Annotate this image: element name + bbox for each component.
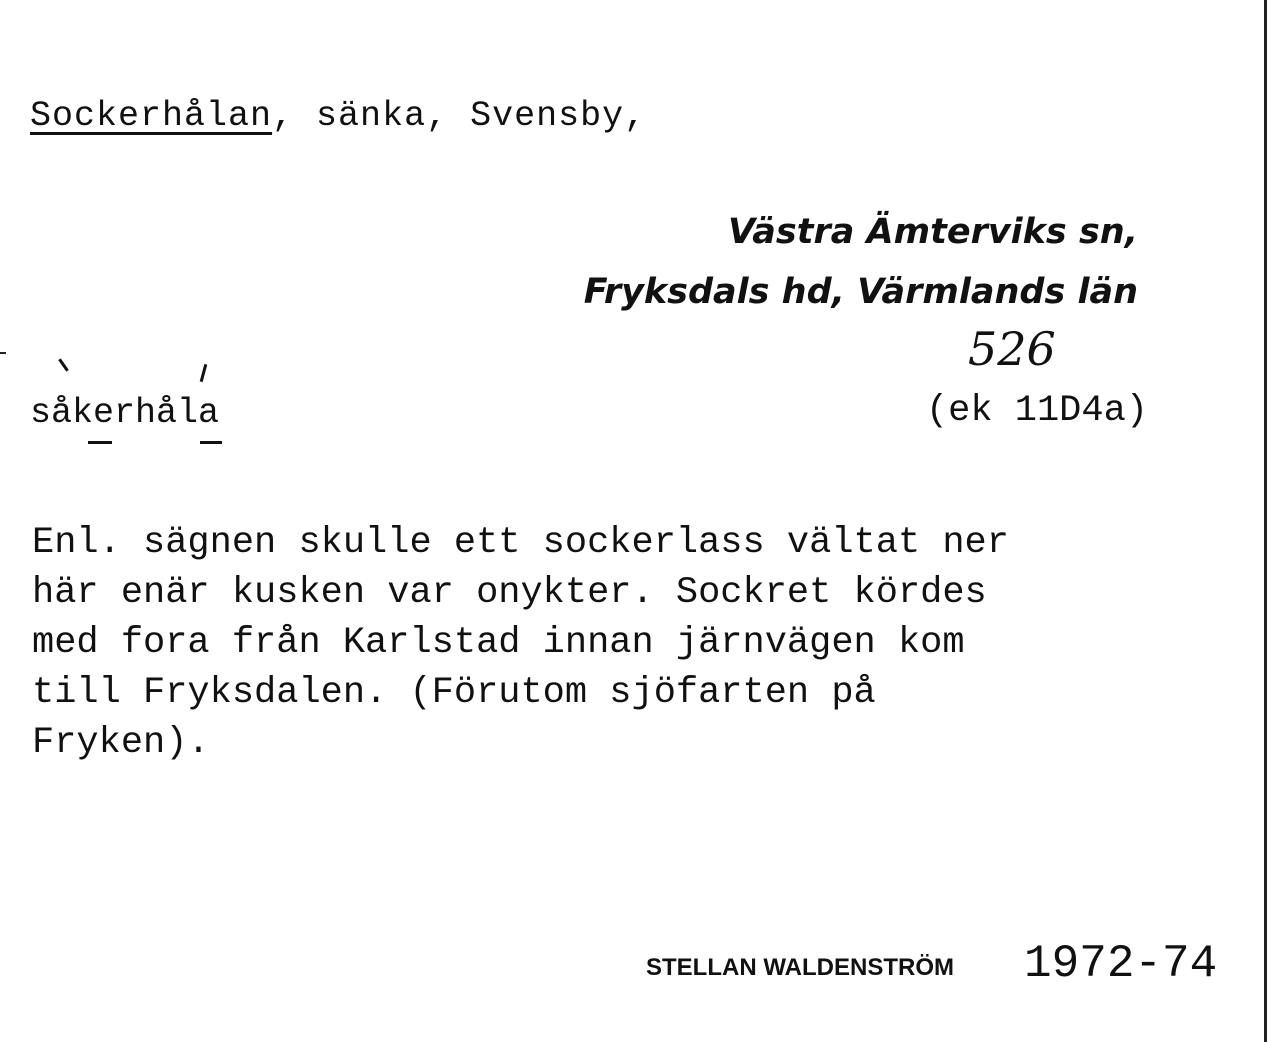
location-parish: Västra Ämterviks sn, — [727, 212, 1138, 252]
reference-code: (ek 11D4a) — [925, 390, 1148, 432]
body-line: här enär kusken var onykter. Sockret kördes — [32, 572, 987, 614]
card-edge-mark — [0, 352, 6, 354]
headword: Sockerhålan — [30, 96, 273, 136]
collector-name: STELLAN WALDENSTRÖM — [646, 954, 954, 981]
location-district: Fryksdals hd, Värmlands län — [583, 272, 1138, 312]
body-text — [32, 518, 1222, 768]
body-line: Fryken). — [32, 722, 210, 764]
pronunciation: såkerhåla — [30, 393, 220, 433]
card-number: 526 — [968, 322, 1056, 376]
headline-rest: , sänka, Svensby, — [272, 96, 647, 136]
collection-years: 1972-74 — [1024, 938, 1218, 990]
body-line: med fora från Karlstad innan järnvägen kom — [32, 622, 965, 664]
body-line: till Fryksdalen. (Förutom sjöfarten på — [32, 672, 876, 714]
pronunciation-mark — [88, 441, 112, 444]
card-edge-line — [1264, 0, 1267, 1042]
pronunciation-mark — [200, 441, 222, 444]
body-line: Enl. sägnen skulle ett sockerlass vältat ner — [32, 522, 1009, 564]
stress-accent-acute — [200, 364, 208, 382]
headword-line — [30, 96, 646, 136]
stress-accent-grave — [58, 358, 68, 371]
